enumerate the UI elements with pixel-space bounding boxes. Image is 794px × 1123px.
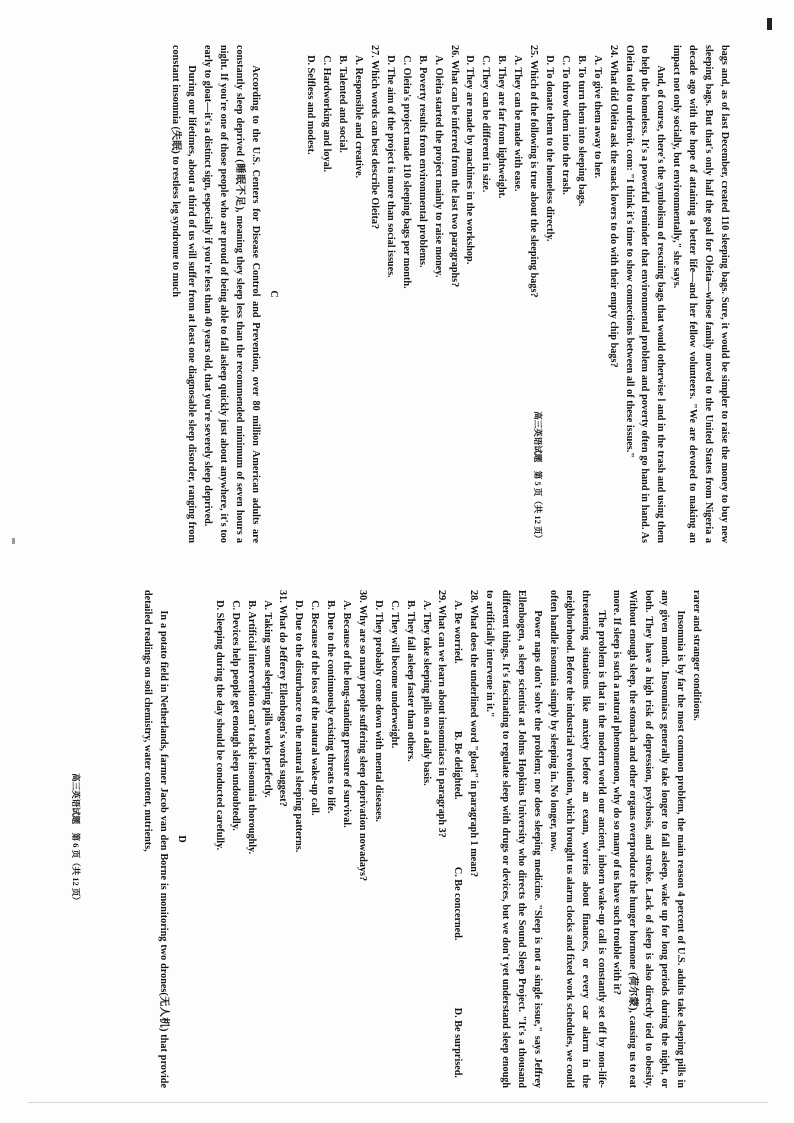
passage-c-para4: The problem is that in the modern world our ancient, inborn wake-up call is constantly set off by non-life-threatening situations like anxiety before an exam, worries about finances, or every car alarm in the neighborhood. Before the industrial revolution, which brought us alarm clocks and fixed work schedules, we could often handle insomnia simply by sleeping in. No longer, now. — [547, 590, 607, 1088]
question-28: 28. What does the underlined word "gloat" in paragraph 1 mean? — [468, 590, 480, 878]
left-column — [167, 45, 732, 543]
option-28b[interactable]: B. Be delighted. — [452, 730, 464, 800]
option-30a[interactable]: A. Because of the long-standing pressure of survival. — [341, 600, 353, 828]
passage-c-para1: According to the U.S. Centers for Disease Control and Prevention, over 80 million American adults are constantly sleep deprived (睡眠不足), meaning they sleep less than the recommended minimum of seven hours a night. If you're one of those people who are proud of being able to fall asleep quickly just about anywhere, it's too early to gloat—it's a distinct sign, especially if you're less than 40 years old, that you're severely sleep deprived. — [201, 45, 261, 543]
option-26a[interactable]: A. Oleita started the project mainly to raise money. — [432, 55, 444, 278]
section-c-heading: C — [267, 290, 279, 298]
option-29a[interactable]: A. They take sleeping pills on a daily basis. — [420, 600, 432, 786]
option-29c[interactable]: C. They will become underweight. — [388, 600, 400, 749]
passage-c-continued: rarer and stranger conditions. — [691, 590, 702, 721]
option-26c[interactable]: C. Oleita's project made 110 sleeping bags per month. — [400, 55, 412, 289]
passage-d-para1: In a potato field in Netherlands, farmer Jacob van den Borne is monitoring two drones(无人机) that provide detailed readings on soil chemistry, water content, nutrients, — [142, 590, 169, 1088]
option-27c[interactable]: C. Hardworking and loyal. — [321, 55, 333, 173]
option-31a[interactable]: A. Taking some sleeping pills works perfectly. — [261, 600, 273, 798]
question-31: 31. What do Jefferey Ellenbogen's words suggest? — [277, 590, 289, 807]
options-28 — [450, 590, 466, 1088]
option-24a[interactable]: A. To give them away to her. — [591, 55, 603, 179]
section-d-heading: D — [175, 835, 187, 843]
question-29: 29. What can we learn about insomniacs in paragraph 3? — [436, 590, 448, 838]
footer-page-5: 高三英语试题 第 5 页（共 12 页） — [533, 411, 543, 543]
passage-b-para: And, of course, there's the symbolism of rescuing bags that would otherwise l and in the trash and using them to help the homeless. It's a powerful reminder that environmental problem and poverty often go hand in hand. As Oleita told to urdetroit. com: "I think it's time to show connections between all of these issues." — [623, 45, 667, 543]
option-27d[interactable]: D. Selfless and modest. — [305, 55, 317, 155]
question-26: 26. What can be inferred from the last two paragraphs? — [448, 45, 460, 288]
option-31b[interactable]: B. Artificial intervention can't tackle insomnia thoroughly. — [245, 600, 257, 855]
footer-page-6: 高三英语试题 第 6 页（共 12 页） — [71, 773, 81, 905]
passage-c-para2: During our lifetimes, about a third of us will suffer from at least one diagnosable sleep disorder, ranging from constant insomnia (失眠) to restless leg syndrome to much — [170, 45, 197, 543]
option-28c[interactable]: C. Be concerned. — [452, 866, 464, 941]
option-30b[interactable]: B. Due to the continuously existing threats to life. — [325, 600, 337, 814]
question-27: 27. Which words can best describe Oleita? — [369, 45, 381, 230]
option-28d[interactable]: D. Be surprised. — [452, 1007, 464, 1078]
question-25: 25. Which of the following is true about the sleeping bags? — [528, 45, 540, 298]
option-25a[interactable]: A. They can be made with ease. — [512, 55, 524, 192]
option-29d[interactable]: D. They probably come down with mental diseases. — [372, 600, 384, 822]
option-24c[interactable]: C. To throw them into the trash. — [559, 55, 571, 195]
option-25b[interactable]: B. They are far from lightweight. — [496, 55, 508, 199]
option-30c[interactable]: C. Because of the loss of the natural wake-up call. — [309, 600, 321, 816]
option-24b[interactable]: B. To turn them into sleeping bags. — [575, 55, 587, 207]
option-31d[interactable]: D. Sleeping during the day should be conducted carefully. — [213, 600, 225, 851]
option-27a[interactable]: A. Responsible and creative. — [353, 55, 365, 179]
option-24d[interactable]: D. To donate them to the homeless directly. — [544, 55, 556, 242]
option-28a[interactable]: A. Be worried. — [452, 600, 464, 664]
option-27b[interactable]: B. Talented and social. — [337, 55, 349, 153]
question-24: 24. What did Oleita ask the snack lovers to do with their empty chip bags? — [607, 45, 619, 368]
question-30: 30. Why are so many people suffering sleep deprivation nowadays? — [356, 590, 368, 882]
option-29b[interactable]: B. They fall asleep faster than others. — [404, 600, 416, 762]
right-column — [139, 590, 704, 1088]
passage-c-para3: Insomnia is by far the most common problem, the main reason 4 percent of U.S. adults take sleeping pills in any given month. Insomniacs generally take longer to fall asleep, wake up for long periods during the night, or both. They have a high risk of depression, psychosis, and stroke. Lack of sleep is also directly tied to obesity. Without enough sleep, the stomach and other organs overproduce the hunger hormone (荷尔蒙), causing us to eat more. If sleep is such a natural phenomenon, why do so many of us have such trouble with it? — [611, 590, 687, 1088]
option-31c[interactable]: C. Devices help people get enough sleep undoubtedly. — [229, 600, 241, 831]
option-30d[interactable]: D. Due to the disturbance to the natural sleeping patterns. — [293, 600, 305, 853]
option-26d[interactable]: D. The aim of the project is more than social issues. — [384, 55, 396, 278]
passage-b-continued: bags and, as of last December, created 110 sleeping bags. Sure, it would be simpler to raise the money to buy new sleeping bags. But that's only half the goal for Oleita—whose family moved to the United States from Nigeria a decade ago with the hope of attaining a better life—and her fellow volunteers. "We are devoted to making an impact not only socially, but environmentally," she says. — [671, 45, 730, 543]
option-26b[interactable]: B. Poverty results from environmental problems. — [416, 55, 428, 268]
option-25d[interactable]: D. They are made by machines in the workshop. — [464, 55, 476, 265]
option-25c[interactable]: C. They can be different in size. — [480, 55, 492, 193]
passage-c-para5: Power naps don't solve the problem; nor does sleeping medicine. "Sleep is not a single issue," says Jeffrey Ellenbogen, a sleep scientist at Johns Hopkins University who directs the Sound Sleep Project. "It's a thousand different things. It's fascinating to regulate sleep with drugs or devices, but we don't yet understand sleep enough to artificially intervene in it." — [484, 590, 543, 1088]
